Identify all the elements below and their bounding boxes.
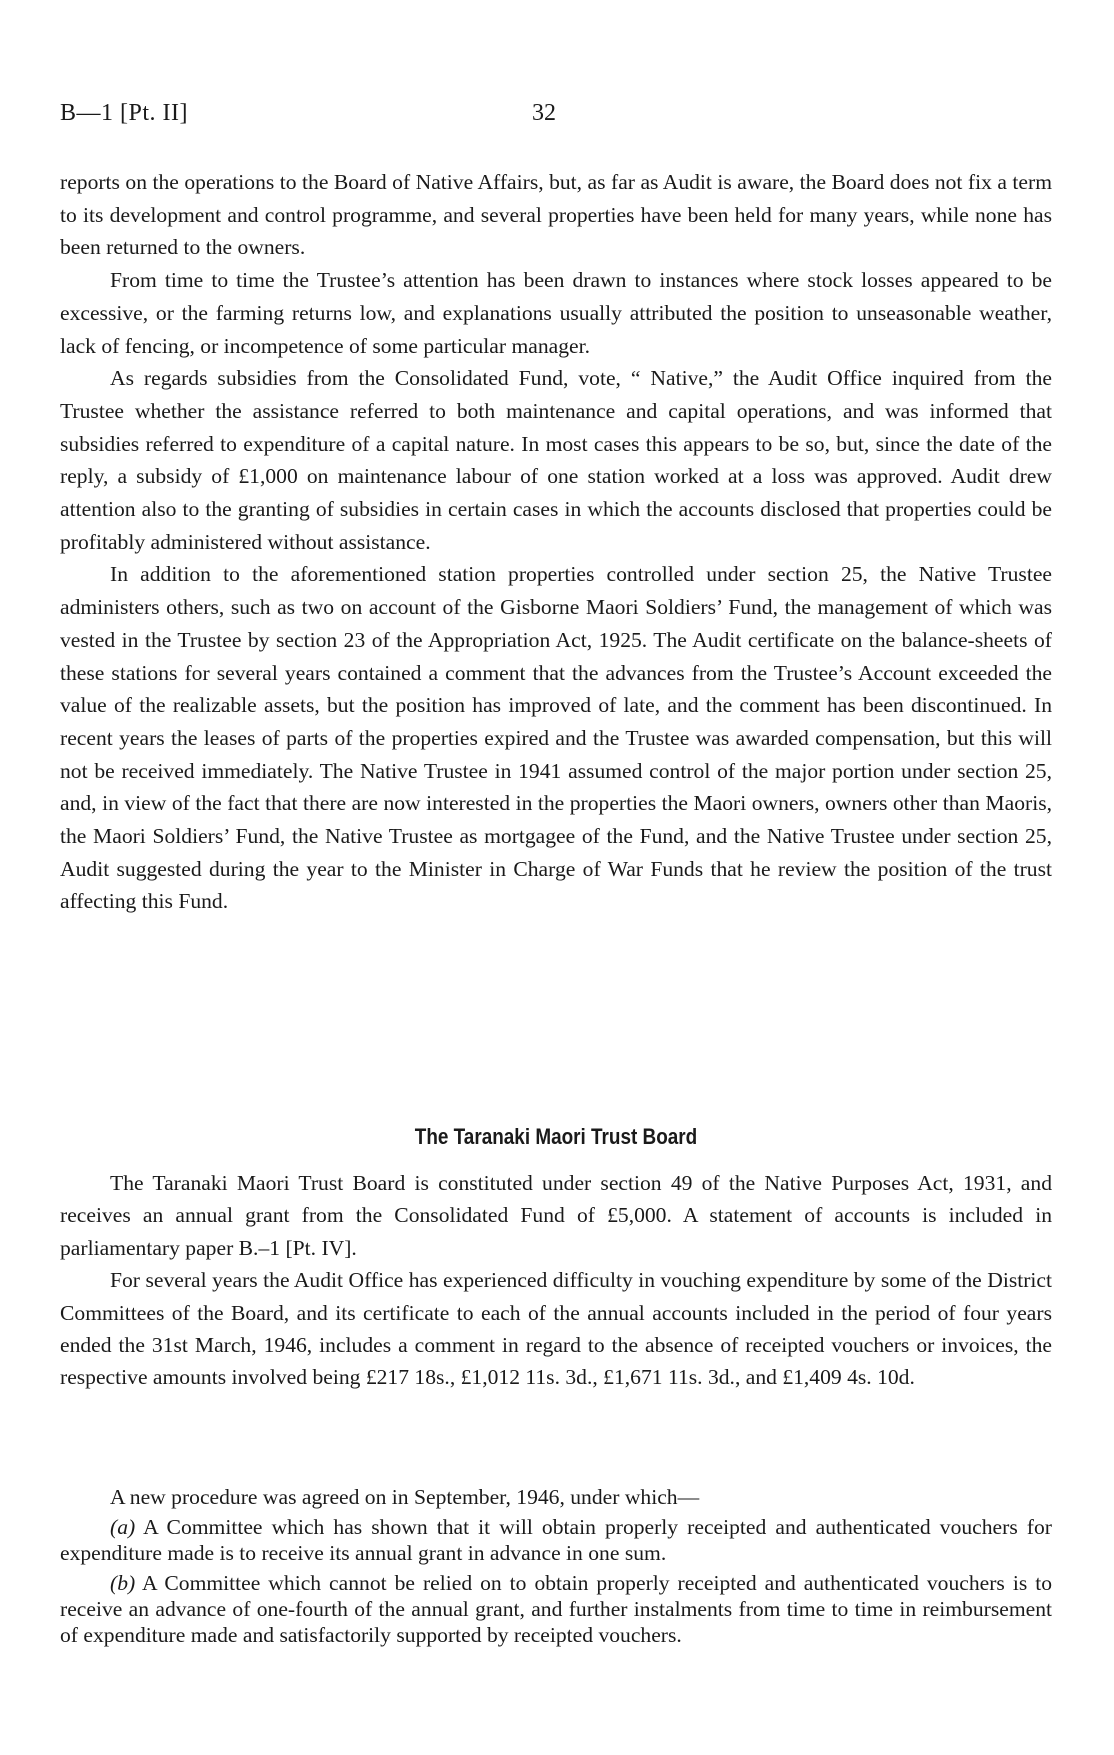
list-item-marker: (a)	[110, 1515, 136, 1539]
document-reference: B—1 [Pt. II]	[60, 100, 188, 126]
section-native-trustee-text	[60, 166, 1052, 918]
paragraph: In addition to the aforementioned station properties controlled under section 25, the Native Trustee administers others, such as two on account of the Gisborne Maori Soldiers’ Fund, the management of which was vested in the Trustee by section 23 of the Appropriation Act, 1925. The Audit certificate on the balance-sheets of these stations for several years contained a comment that the advances from the Trustee’s Account exceeded the value of the realizable assets, but the position has improved of late, and the comment has been discontinued. In recent years the leases of parts of the properties expired and the Trustee was awarded compensation, but this will not be received immediately. The Native Trustee in 1941 assumed control of the major portion under section 25, and, in view of the fact that there are now interested in the properties the Maori owners, owners other than Maoris, the Maori Soldiers’ Fund, the Native Trustee as mortgagee of the Fund, and the Native Trustee under section 25, Audit suggested during the year to the Minister in Charge of War Funds that he review the position of the trust affecting this Fund.	[60, 562, 1052, 914]
page-number: 32	[532, 100, 556, 126]
paragraph: From time to time the Trustee’s attention has been drawn to instances where stock losses appeared to be excessive, or the farming returns low, and explanations usually attributed the position to unseasonable weather, lack of fencing, or incompetence of some particular manager.	[60, 268, 1052, 358]
procedure-list	[60, 1484, 1052, 1652]
list-item	[60, 1570, 1052, 1648]
list-intro: A new procedure was agreed on in September, 1946, under which—	[110, 1485, 700, 1509]
list-item-text: A Committee which cannot be relied on to obtain properly receipted and authenticated vouchers is to receive an advance of one-fourth of the annual grant, and further instalments from time to time in reimbursement of expenditure made and satisfactorily supported by receipted vouchers.	[60, 1571, 1052, 1647]
paragraph: For several years the Audit Office has experienced difficulty in vouching expenditure by some of the District Committees of the Board, and its certificate to each of the annual accounts included in the period of four years ended the 31st March, 1946, includes a comment in regard to the absence of receipted vouchers or invoices, the respective amounts involved being £217 18s., £1,012 11s. 3d., £1,671 11s. 3d., and £1,409 4s. 10d.	[60, 1268, 1052, 1390]
section-taranaki-text	[60, 1167, 1052, 1394]
paragraph-continuation: reports on the operations to the Board of Native Affairs, but, as far as Audit is aware, the Board does not fix a term to its development and control programme, and several properties have been held for many years, while none has been returned to the owners.	[60, 170, 1052, 260]
list-item	[60, 1514, 1052, 1566]
list-item-marker: (b)	[110, 1571, 136, 1595]
paragraph: The Taranaki Maori Trust Board is constituted under section 49 of the Native Purposes Act, 1931, and receives an annual grant from the Consolidated Fund of £5,000. A statement of accounts is included in parliamentary paper B.–1 [Pt. IV].	[60, 1171, 1052, 1260]
section-heading: The Taranaki Maori Trust Board	[414, 1124, 698, 1149]
list-item-text: A Committee which has shown that it will obtain properly receipted and authenticated vouchers for expenditure made is to receive its annual grant in advance in one sum.	[60, 1515, 1052, 1565]
paragraph: As regards subsidies from the Consolidated Fund, vote, “ Native,” the Audit Office inquired from the Trustee whether the assistance referred to both maintenance and capital operations, and was informed that subsidies referred to expenditure of a capital nature. In most cases this appears to be so, but, since the date of the reply, a subsidy of £1,000 on maintenance labour of one station worked at a loss was approved. Audit drew attention also to the granting of subsidies in certain cases in which the accounts disclosed that properties could be profitably administered without assistance.	[60, 366, 1052, 554]
